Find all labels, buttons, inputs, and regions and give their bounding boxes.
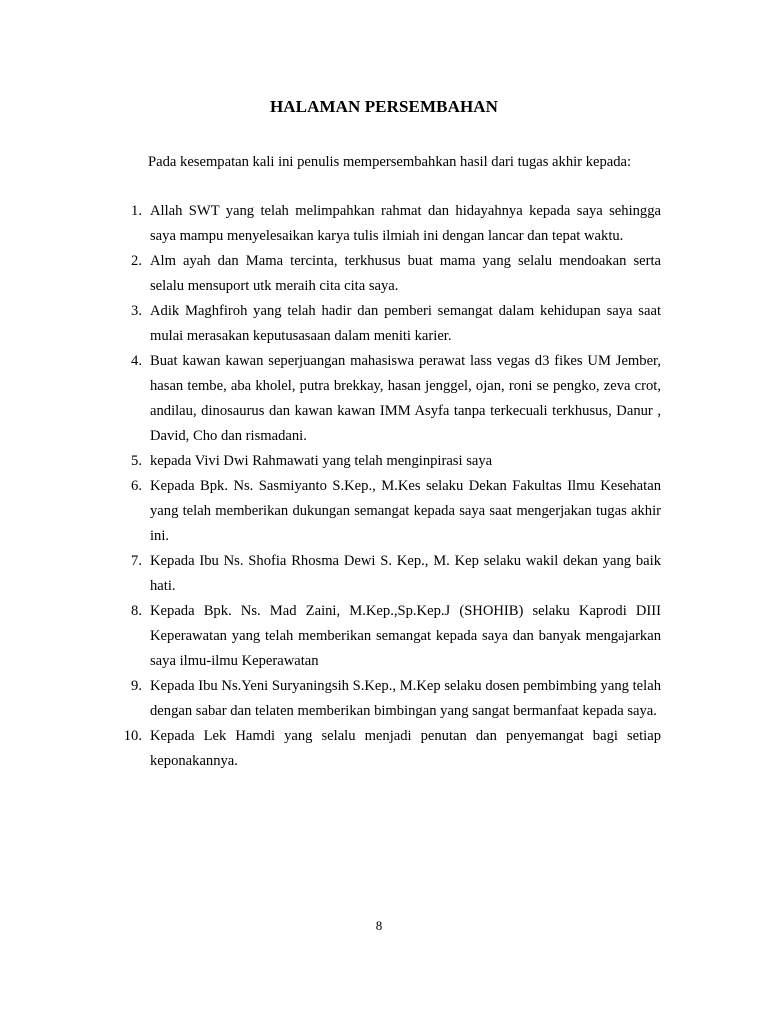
list-item (110, 299, 661, 349)
list-item-number: 7. (131, 553, 142, 569)
list-item-text: Alm ayah dan Mama tercinta, terkhusus buat mama yang selalu mendoakan serta selalu mensuport utk meraih cita cita saya. (150, 253, 661, 294)
list-item-number: 9. (131, 678, 142, 694)
list-item-number: 8. (131, 603, 142, 619)
list-item (110, 199, 661, 249)
list-item (110, 449, 661, 474)
list-item-text: Allah SWT yang telah melimpahkan rahmat dan hidayahnya kepada saya sehingga saya mampu menyelesaikan karya tulis ilmiah ini dengan lancar dan tepat waktu. (150, 203, 661, 244)
list-item-number: 5. (131, 453, 142, 469)
list-item-text: Kepada Bpk. Ns. Mad Zaini, M.Kep.,Sp.Kep.J (SHOHIB) selaku Kaprodi DIII Keperawatan yang telah memberikan semangat kepada saya dan banyak mengajarkan saya ilmu-ilmu Keperawatan (150, 603, 661, 669)
list-item (110, 474, 661, 549)
list-item (110, 599, 661, 674)
list-item (110, 249, 661, 299)
list-item (110, 549, 661, 599)
list-item (110, 724, 661, 774)
list-item-text: kepada Vivi Dwi Rahmawati yang telah menginpirasi saya (150, 453, 493, 469)
list-item-text: Kepada Ibu Ns.Yeni Suryaningsih S.Kep., M.Kep selaku dosen pembimbing yang telah dengan sabar dan telaten memberikan bimbingan yang sangat bermanfaat kepada saya. (150, 678, 661, 719)
list-item-text: Adik Maghfiroh yang telah hadir dan pemberi semangat dalam kehidupan saya saat mulai merasakan keputusasaan dalam meniti karier. (150, 303, 661, 344)
list-item-number: 10. (123, 728, 142, 744)
list-item-number: 4. (131, 353, 142, 369)
list-item-text: Buat kawan kawan seperjuangan mahasiswa perawat lass vegas d3 fikes UM Jember, hasan tembe, aba kholel, putra brekkay, hasan jenggel, ojan, roni se pengko, zeva crot, andilau, dinosaurus dan kawan kawan IMM Asyfa tanpa terkecuali terkhusus, Danur , David, Cho dan rismadani. (150, 353, 661, 444)
list-item-text: Kepada Ibu Ns. Shofia Rhosma Dewi S. Kep., M. Kep selaku wakil dekan yang baik hati. (150, 553, 661, 594)
dedication-list (110, 199, 661, 774)
list-item (110, 674, 661, 724)
list-item-number: 2. (131, 253, 142, 269)
list-item (110, 349, 661, 449)
list-item-number: 3. (131, 303, 142, 319)
page-title: HALAMAN PERSEMBAHAN (269, 97, 499, 116)
list-item-number: 1. (131, 203, 142, 219)
list-item-text: Kepada Bpk. Ns. Sasmiyanto S.Kep., M.Kes selaku Dekan Fakultas Ilmu Kesehatan yang telah memberikan dukungan semangat kepada saya saat mengerjakan tugas akhir ini. (150, 478, 661, 544)
list-item-number: 6. (131, 478, 142, 494)
intro-paragraph: Pada kesempatan kali ini penulis mempersembahkan hasil dari tugas akhir kepada: (148, 154, 632, 170)
list-item-text: Kepada Lek Hamdi yang selalu menjadi penutan dan penyemangat bagi setiap keponakannya. (150, 728, 661, 769)
page-number: 8 (375, 918, 383, 933)
